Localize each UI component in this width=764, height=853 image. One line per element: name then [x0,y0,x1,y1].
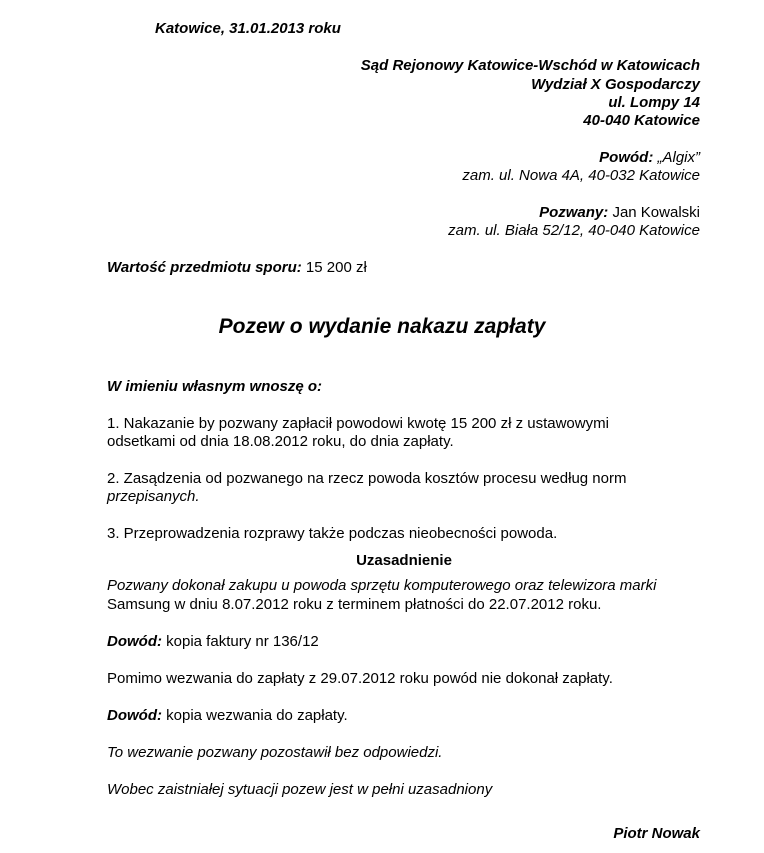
court-city: 40-040 Katowice [583,112,700,129]
proof-2-text: kopia wezwania do zapłaty. [166,707,348,724]
request-item-1-line-1: 1. Nakazanie by pozwany zapłacił powodowi kwotę 15 200 zł z ustawowymi [107,415,609,432]
justification-heading: Uzasadnienie [356,552,452,569]
dispute-value-amount: 15 200 zł [305,259,367,276]
proof-2 [107,707,348,725]
court-department: Wydział X Gospodarczy [531,76,700,93]
plaintiff-name: „Algix” [657,149,700,166]
proof-2-label: Dowód: [107,707,162,724]
proof-1 [107,633,319,651]
place-date: Katowice, 31.01.2013 roku [155,20,341,37]
plaintiff-label: Powód: [599,149,654,166]
requests-intro: W imieniu własnym wnoszę o: [107,378,323,395]
justification-p1-line-2: Samsung w dniu 8.07.2012 roku z terminem płatności do 22.07.2012 roku. [107,596,602,613]
dispute-value-label: Wartość przedmiotu sporu: [107,259,302,276]
request-item-1-line-2: odsetkami od dnia 18.08.2012 roku, do dnia zapłaty. [107,433,454,450]
plaintiff-address: zam. ul. Nowa 4A, 40-032 Katowice [462,167,700,184]
proof-1-text: kopia faktury nr 136/12 [166,633,319,650]
request-item-2-line-1: 2. Zasądzenia od pozwanego na rzecz powoda kosztów procesu według norm [107,470,627,487]
proof-1-label: Dowód: [107,633,162,650]
document-title: Pozew o wydanie nakazu zapłaty [218,315,546,338]
defendant-address: zam. ul. Biała 52/12, 40-040 Katowice [448,222,700,239]
court-street: ul. Lompy 14 [608,94,700,111]
justification-p4: Wobec zaistniałej sytuacji pozew jest w pełni uzasadniony [107,781,493,798]
justification-p2: Pomimo wezwania do zapłaty z 29.07.2012 roku powód nie dokonał zapłaty. [107,670,613,687]
justification-p1-line-1: Pozwany dokonał zakupu u powoda sprzętu komputerowego oraz telewizora marki [107,577,657,594]
signature: Piotr Nowak [613,825,700,842]
dispute-value-line [107,259,367,277]
defendant-line [539,204,700,222]
request-item-3: 3. Przeprowadzenia rozprawy także podczas nieobecności powoda. [107,525,558,542]
court-name: Sąd Rejonowy Katowice-Wschód w Katowicach [360,57,700,74]
plaintiff-line [599,149,700,167]
defendant-name: Jan Kowalski [612,204,700,221]
defendant-label: Pozwany: [539,204,609,221]
request-item-2-line-2: przepisanych. [107,488,200,505]
justification-p3: To wezwanie pozwany pozostawił bez odpowiedzi. [107,744,443,761]
